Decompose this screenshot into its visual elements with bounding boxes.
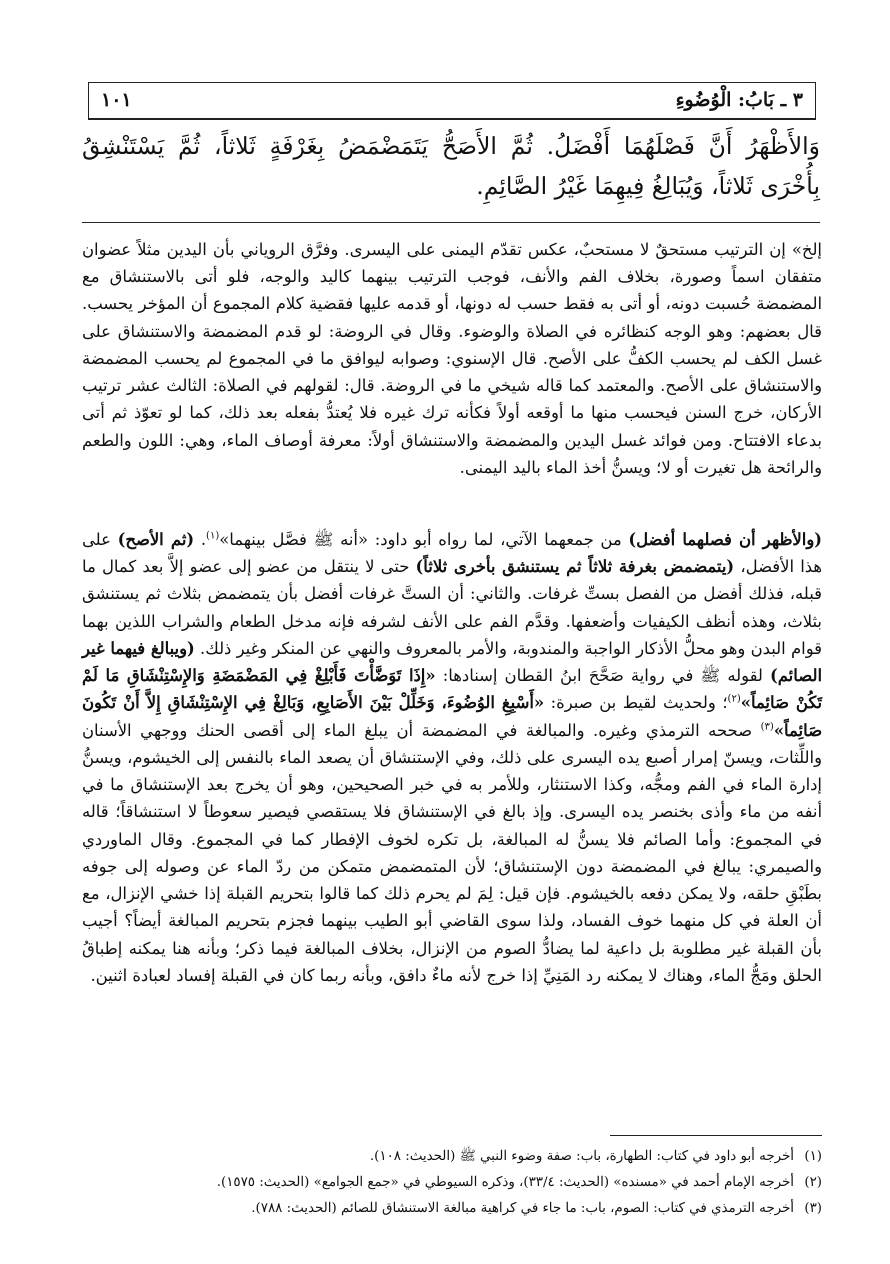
footnote-text: أخرجه أبو داود في كتاب: الطهارة، باب: صفة وضوء النبي ﷺ (الحديث: ١٠٨).	[369, 1149, 794, 1164]
footnote-text: أخرجه الترمذي في كتاب: الصوم، باب: ما جاء في كراهية مبالغة الاستنشاق للصائم (الحديث: ٧٨٨).	[251, 1201, 794, 1217]
commentary-text: صححه الترمذي وغيره. والمبالغة في المضمضة أن يبلغ الماء إلى أقصى الحنك ووجهي الأسنان واللِّثات، ويسنّ إمرار أصبع يده اليسرى على ذلك، وفي الإستنشاق أن يصعد الماء بالنفس إلى الخيشوم، ويسنُّ إدارة الماء في الفم ومجُّه، وكذا الاستنثار، وللأمر به في خبر الصحيحين، وهو أن يخرج بعد الإستنشاق ما في أنفه من ماء وأذى بخنصر يده اليسرى. وإذ بالغ في الإستنشاق فلا يستقصي فيصير سعوطاً لا استنشاقاً؛ قاله في المجموع: وأما الصائم فلا يسنُّ له المبالغة، بل تكره لخوف الإفطار كما في المجموع. وقال الماوردي والصيمري: يبالغ في المضمضة دون الإستنشاق؛ لأن المتمضمض متمكن من ردّ الماء عن وصوله إلى جوفه بطَبْقِ حلقه، ولا يمكن دفعه بالخيشوم. فإن قيل: لِمَ لم يحرم ذلك كما قالوا بتحريم القبلة إذا خشي الإنزال، مع أن العلة في كل منهما خوف الفساد، ولذا سوى القاضي أبو الطيب بينهما فجزم بتحريم المبالغة أيضاً؟ أجيب بأن القبلة غير مطلوبة بل داعية لما يضادُّ الصوم من الإنزال، بخلاف المبالغة فيما ذكر؛ وبأنه هنا يمكنه إطباقُ الحلق ومَجُّ الماء، وهناك لا يمكنه رد المَنِيِّ إذا خرج لأنه ماءٌ دافق، وبأنه ربما كان في القبلة إفساد لعبادة اثنين.	[82, 720, 822, 985]
matn-quote: (ويبالغ فيهما غير الصائم)	[82, 638, 822, 686]
running-header	[88, 82, 816, 120]
matn-quote: (يتمضمض بغرفة ثلاثاً ثم يستنشق بأخرى ثلاثاً)	[415, 557, 735, 577]
hadith-quote: «إِذَا تَوَضَّأْتَ فَأَبْلِغْ فِي المَضْمَضَةِ وَالإِسْتِنْشَاقِ مَا لَمْ تَكُنْ صَائِماً»	[82, 666, 823, 713]
commentary-text: ؛ ولحديث لقيط بن صبرة:	[544, 693, 728, 713]
commentary-text: من جمعهما الآتي، لما رواه أبو داود: «أنه ﷺ فصَّل بينهما»	[219, 530, 629, 549]
commentary-paragraph-2	[82, 526, 822, 989]
footnote-number: (٢)	[804, 1175, 822, 1191]
footnote-text: أخرجه الإمام أحمد في «مسنده» (الحديث: ٣٣/٤)، وذكره السيوطي في «جمع الجوامع» (الحديث: ١٥٧٥).	[216, 1175, 794, 1191]
footnote-divider	[610, 1135, 822, 1136]
matn-quote: (والأظهر أن فصلهما أفضل)	[628, 530, 822, 549]
commentary-paragraph-1: إلخ» إن الترتيب مستحقٌ لا مستحبٌ، عكس تقدّم اليمنى على اليسرى. وفرَّق الروياني بأن اليدين مثلاً عضوان متفقان اسماً وصورة، بخلاف الفم والأنف، فوجب الترتيب بينهما كاليد والوجه، فلو أتى بالاستنشاق مع المضمضة حُسبت دونه، أو أتى به فقط حسب له دونها، أو قدمه عليها فقضية كلام المجموع أن المؤخر يحسب. قال بعضهم: وهو الوجه كنظائره في الصلاة والوضوء. وقال في الروضة: لو قدم المضمضة والاستنشاق على غسل الكف لم يحسب الكفُّ على الأصح. قال الإسنوي: وصوابه ليوافق ما في المجموع لم يحسب المضمضة والاستنشاق على الأصح. والمعتمد كما قاله شيخي ما في الروضة. قال: لقولهم في الصلاة: الثالث عشر ترتيب الأركان، خرج السنن فيحسب منها ما أوقعه أولاً فكأنه ترك غيره فلا يُعتدُّ بفعله بعد ذلك، كما لو تعوّذ ثم أتى بدعاء الافتتاح. ومن فوائد غسل اليدين والمضمضة والاستنشاق أولاً: معرفة أوصاف الماء، وهي: اللون والطعم والرائحة هل تغيرت أو لا؛ ويسنُّ أخذ الماء باليد اليمنى.	[82, 240, 822, 477]
matn-quote: (ثم الأصح)	[117, 530, 195, 549]
footnotes	[82, 1144, 822, 1222]
commentary-text: حتى لا ينتقل من عضو إلى عضو إلاَّ بعد كمال ما قبله، فذلك أفضل من الفصل بستِّ غرفات. والثاني: أن الستَّ غرفات أفضل بأن يتمضمض بثلاث ثم يستنشق بثلاث، وهذه أنظف الكيفيات وأضعفها. وقدَّم الفم على الأنف لشرفه فإنه مدخل الطعام والشراب اللذين بهما قوام البدن وهو محلُّ الأذكار الواجبة والمندوبة، والأمر بالمعروف والنهي عن المنكر وغير ذلك.	[82, 557, 822, 658]
commentary-text: على هذا الأفضل،	[82, 530, 822, 577]
footnote-ref-3[interactable]: (٣)	[760, 721, 774, 733]
footnote-number: (١)	[804, 1149, 822, 1164]
commentary-text: .	[194, 530, 207, 549]
footnote-item	[82, 1196, 822, 1222]
footnote-item	[82, 1144, 822, 1170]
footnote-item	[82, 1170, 822, 1196]
footnote-ref-1[interactable]: (١)	[206, 530, 220, 542]
footnote-ref-2[interactable]: (٢)	[727, 693, 741, 705]
page-number: ١٠١	[101, 89, 132, 111]
chapter-title: ٣ ـ بَابُ: الْوُضُوءِ	[675, 89, 803, 111]
commentary-text: لقوله ﷺ في رواية صَحَّحَ ابنُ القطان إسنادها:	[435, 666, 771, 686]
matn-divider	[82, 222, 820, 223]
footnote-number: (٣)	[804, 1201, 822, 1217]
hadith-quote: «أَسْبِغِ الوُضُوءَ، وَخَلِّلْ بَيْنَ الأَصَابِعِ، وَبَالِغْ فِي الإِسْتِنْشَاقِ إِلاَّ أَنْ تَكُونَ صَائِماً»	[82, 693, 822, 740]
matn-text: وَالأَظْهَرُ أَنَّ فَصْلَهُمَا أَفْضَلُ. ثُمَّ الأَصَحُّ يَتَمَضْمَضُ بِغَرْفَةٍ ثَلاثاً، ثُمَّ يَسْتَنْشِقُ بِأُخْرَى ثَلاثاً، وَيُبَالِغُ فِيهِمَا غَيْرُ الصَّائِمِ.	[82, 132, 820, 201]
